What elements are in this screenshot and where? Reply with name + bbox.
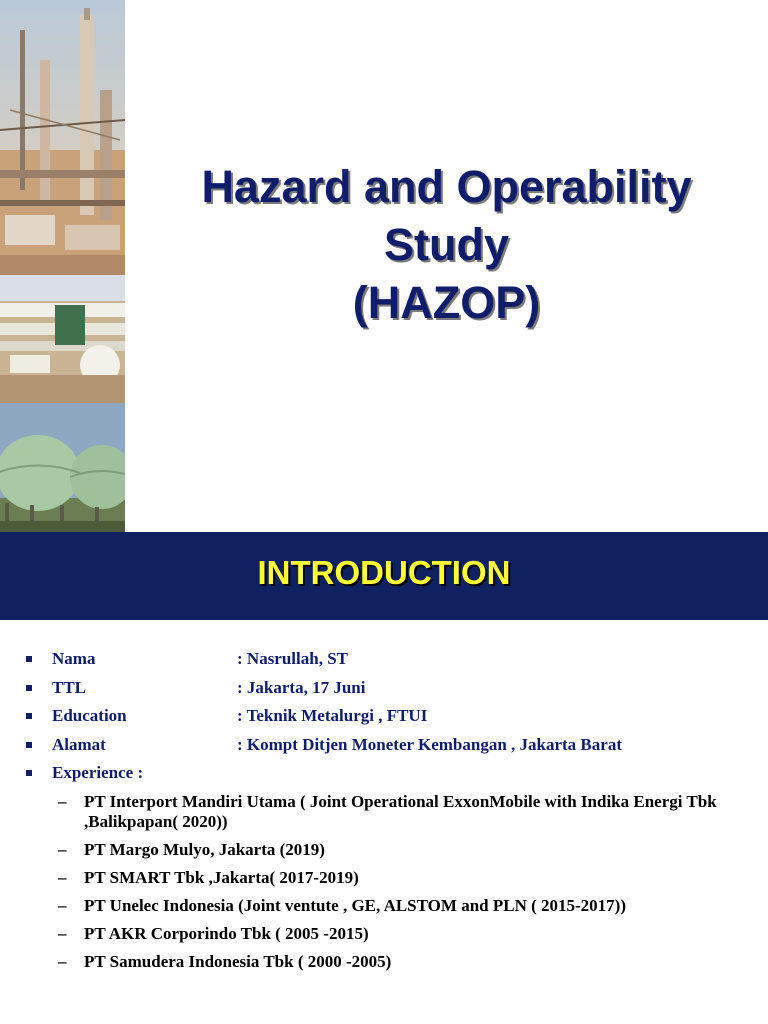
bullet-square-icon bbox=[26, 685, 32, 691]
storage-spheres-photo bbox=[0, 403, 125, 532]
info-label: Alamat bbox=[52, 734, 106, 754]
title-line: Hazard and Operability bbox=[201, 161, 692, 212]
dash-marker: – bbox=[58, 896, 67, 915]
intro-banner bbox=[0, 532, 768, 620]
info-label: Education bbox=[52, 706, 127, 725]
dash-marker: – bbox=[58, 868, 67, 887]
bullet-square-icon bbox=[26, 770, 32, 776]
experience-text: PT AKR Corporindo Tbk ( 2005 -2015) bbox=[84, 924, 369, 943]
experience-item bbox=[58, 840, 738, 860]
experience-item bbox=[58, 952, 738, 972]
pipeline-photo bbox=[0, 275, 125, 403]
info-value: : Teknik Metalurgi , FTUI bbox=[237, 706, 428, 725]
experience-item bbox=[58, 924, 738, 944]
photo-strip bbox=[0, 0, 125, 532]
refinery-photo bbox=[0, 0, 125, 275]
title-line: (HAZOP) bbox=[352, 277, 541, 328]
experience-text: PT Interport Mandiri Utama ( Joint Operational ExxonMobile with Indika Energi Tbk ,Balikpapan( 2020)) bbox=[84, 792, 717, 831]
info-value: : Jakarta, 17 Juni bbox=[237, 677, 366, 697]
title-line: Study bbox=[383, 219, 509, 270]
experience-text: PT Samudera Indonesia Tbk ( 2000 -2005) bbox=[84, 952, 392, 971]
info-label: Experience : bbox=[52, 763, 144, 782]
info-value: : Kompt Ditjen Moneter Kembangan , Jakarta Barat bbox=[237, 734, 622, 754]
dash-marker: – bbox=[58, 840, 67, 859]
bullet-square-icon bbox=[26, 742, 32, 748]
dash-marker: – bbox=[58, 952, 67, 971]
intro-heading: INTRODUCTION bbox=[257, 554, 511, 591]
experience-item bbox=[58, 868, 738, 888]
experience-list bbox=[58, 792, 738, 980]
bullet-square-icon bbox=[26, 656, 32, 662]
experience-text: PT Margo Mulyo, Jakarta (2019) bbox=[84, 840, 325, 859]
intro-content bbox=[0, 620, 768, 1024]
info-label: TTL bbox=[52, 677, 87, 697]
bullet-square-icon bbox=[26, 713, 32, 719]
info-label: Nama bbox=[52, 649, 96, 668]
info-value: : Nasrullah, ST bbox=[237, 649, 348, 668]
dash-marker: – bbox=[58, 792, 67, 811]
dash-marker: – bbox=[58, 924, 67, 943]
experience-text: PT SMART Tbk ,Jakarta( 2017-2019) bbox=[84, 868, 359, 887]
experience-item bbox=[58, 896, 738, 916]
experience-text: PT Unelec Indonesia (Joint ventute , GE, ALSTOM and PLN ( 2015-2017)) bbox=[84, 896, 626, 915]
experience-item bbox=[58, 792, 738, 832]
slide-title bbox=[125, 158, 768, 332]
